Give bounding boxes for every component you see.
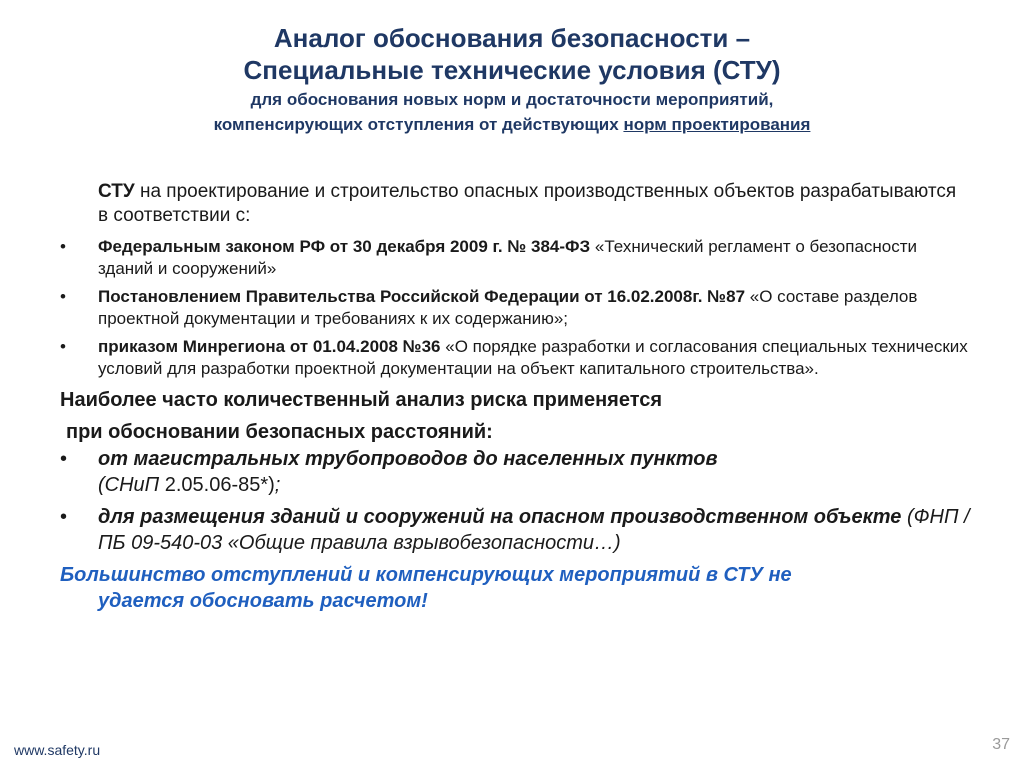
list-item-bold-italic: для размещения зданий и сооружений на опасном производственном объекте bbox=[98, 506, 902, 528]
list-item-bold-italic: от магистральных трубопроводов до населенных пунктов bbox=[98, 448, 718, 470]
list-item-text: «Технический регламент о безопасности зданий и сооружений» bbox=[98, 237, 918, 278]
list-item-text: «О составе разделов проектной документации и требованиях к их содержанию»; bbox=[98, 287, 918, 328]
bullet-icon: • bbox=[60, 337, 66, 356]
bullet-icon: • bbox=[60, 237, 66, 256]
section-heading: Наиболее часто количественный анализ риска применяется bbox=[60, 389, 663, 411]
bullet-icon: • bbox=[60, 448, 68, 470]
intro-paragraph bbox=[60, 180, 970, 228]
list-item bbox=[60, 286, 970, 330]
list-item bbox=[60, 504, 970, 556]
title-line-2: Специальные технические условия (СТУ) bbox=[243, 55, 781, 85]
list-item-bold: Постановлением Правительства Российской Федерации от 16.02.2008г. №87 bbox=[98, 287, 746, 306]
page-number: 37 bbox=[992, 736, 1010, 753]
bullet-icon: • bbox=[60, 287, 66, 306]
section-subheading: при обосновании безопасных расстояний: bbox=[66, 421, 493, 443]
list-item-bold: приказом Минрегиона от 01.04.2008 №36 bbox=[98, 337, 441, 356]
subtitle-line-2 bbox=[40, 113, 984, 136]
intro-text: на проектирование и строительство опасных производственных объектов разрабатываются в соответствии с: bbox=[98, 181, 957, 226]
list-item bbox=[60, 236, 970, 280]
list-item-italic: (СНиП bbox=[98, 474, 165, 496]
list-item-italic-end: ; bbox=[274, 474, 281, 496]
footer-site-link[interactable]: www.safety.ru bbox=[14, 742, 101, 758]
bullet-icon: • bbox=[60, 506, 68, 528]
slide-body bbox=[60, 180, 970, 614]
subtitle-underlined-link[interactable]: норм проектирования bbox=[623, 115, 811, 134]
conclusion-text bbox=[60, 562, 970, 614]
list-item-italic: (ФНП /ПБ 09-540-03 «Общие правила взрывобезопасности…) bbox=[98, 506, 970, 554]
conclusion-line-2: удается обосновать расчетом! bbox=[98, 590, 428, 612]
list-item-code: 2.05.06-85*) bbox=[164, 474, 275, 496]
title-line-1: Аналог обоснования безопасности – bbox=[273, 23, 751, 53]
list-item bbox=[60, 446, 970, 498]
subtitle-line-2-text: компенсирующих отступления от действующих bbox=[213, 115, 624, 134]
conclusion-line-1: Большинство отступлений и компенсирующих мероприятий в СТУ не bbox=[60, 564, 792, 586]
list-item-text: «О порядке разработки и согласования специальных технических условий для разработки проектной документации на объект капитального строительства». bbox=[98, 337, 968, 378]
intro-bold: СТУ bbox=[98, 181, 135, 202]
list-item-bold: Федеральным законом РФ от 30 декабря 2009 г. № 384-ФЗ bbox=[98, 237, 591, 256]
list-item bbox=[60, 336, 970, 380]
subtitle-line-1: для обоснования новых норм и достаточности мероприятий, bbox=[250, 90, 774, 109]
slide-title bbox=[40, 22, 984, 136]
